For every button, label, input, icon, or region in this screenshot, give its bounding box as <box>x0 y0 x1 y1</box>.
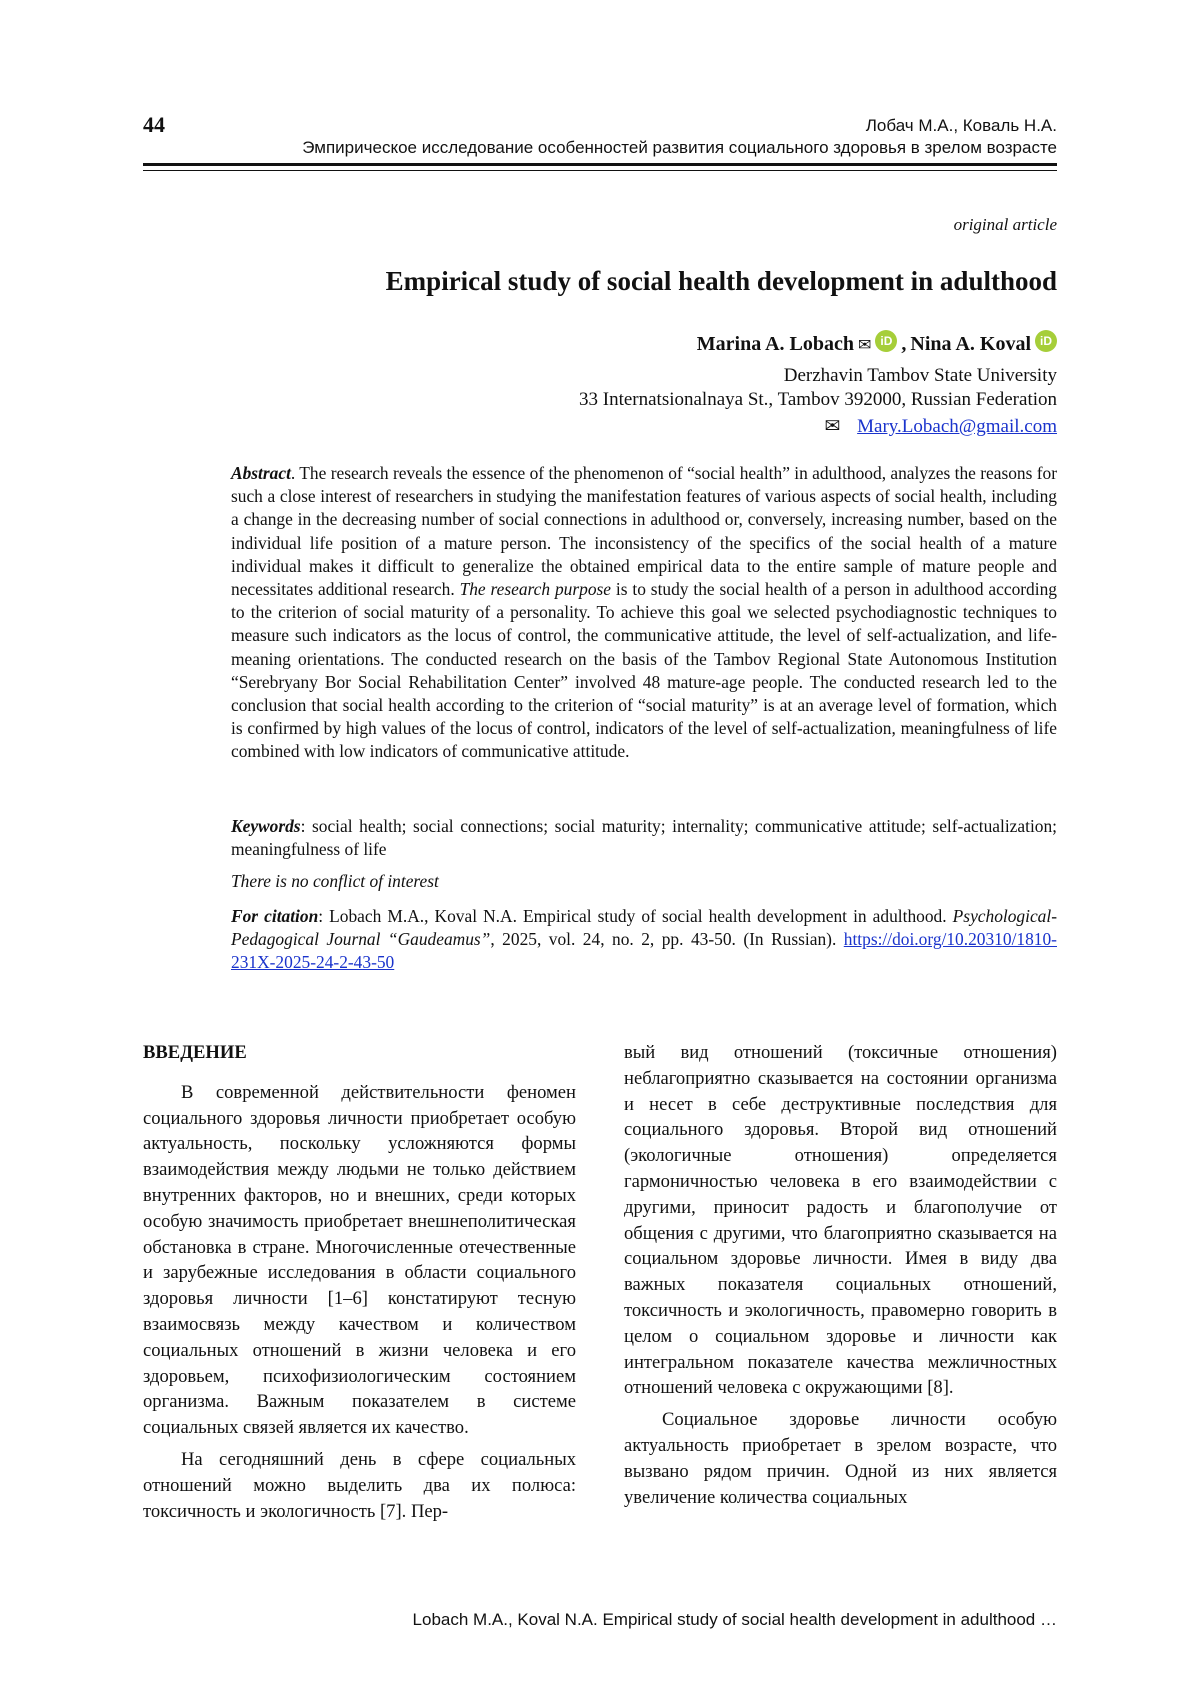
body-column-right <box>624 1040 1057 1516</box>
research-purpose-label: The research purpose <box>459 579 612 600</box>
mail-icon: ✉ <box>858 336 872 354</box>
authors-line <box>697 333 1057 356</box>
doi-link[interactable]: https://doi.org/10.20310/1810-231X-2025-24-2-43-50 <box>231 929 1057 973</box>
article-title: Empirical study of social health development in adulthood <box>385 266 1057 296</box>
running-header-authors: Лобач М.А., Коваль Н.А. <box>865 116 1057 135</box>
author-2-name: Nina A. Koval <box>910 333 1031 355</box>
orcid-icon[interactable]: iD <box>875 330 897 352</box>
body-paragraph: Социальное здоровье личности особую актуальность приобретает в зрелом возрасте, что вызвано рядом причин. Одной из них является увеличение количества социальных <box>624 1409 1057 1508</box>
conflict-statement: There is no conflict of interest <box>231 871 439 891</box>
running-header-title: Эмпирическое исследование особенностей развития социального здоровья в зрелом возрасте <box>302 138 1057 157</box>
author-separator: , <box>901 333 907 355</box>
citation-text-2: , 2025, vol. 24, no. 2, pp. 43-50. (In Russian). <box>490 929 844 950</box>
abstract-text-2: is to study the social health of a person in adulthood according to the criterion of social maturity of a personality. To achieve this goal we selected psychodiagnostic techniques to measure such indicators as the locus of control, the communicative attitude, the level of self-actualization, and life-meaning orientations. The conducted research on the basis of the Tambov Regional State Autonomous Institution “Serebryany Bor Social Rehabilitation Center” involved 48 mature-age people. The conducted research led to the conclusion that social health according to the criterion of “social maturity” is at an average level of formation, which is confirmed by high values of the locus of control, indicators of the level of self-actualization, meaningfulness of life combined with low indicators of communicative attitude. <box>231 579 1057 762</box>
citation-journal: Psychological-Pedagogical Journal “Gaudeamus” <box>231 906 1057 950</box>
running-footer: Lobach M.A., Koval N.A. Empirical study of social health development in adulthood … <box>412 1610 1057 1629</box>
header-rule-thick <box>143 163 1057 166</box>
email-line <box>824 415 1057 438</box>
affiliation: Derzhavin Tambov State University <box>783 365 1057 386</box>
body-paragraph: вый вид отношений (токсичные отношения) неблагоприятно сказывается на состоянии организма и несет в себе деструктивные последствия для социального здоровья. Второй вид отношений (экологичные отношения) определяется гармоничностью человека в его взаимодействии с другими, приносит радость и благополучие от общения с другими, что благоприятно сказывается на социальном здоровье личности. Имея в виду два важных показателя социальных отношений, токсичность и экологичность, правомерно говорить в целом о социальном здоровье и личности как интегральном показателе качества межличностных отношений человека с окружающими [8]. <box>624 1042 1057 1399</box>
article-type: original article <box>953 215 1057 234</box>
abstract-label: Abstract <box>231 463 291 483</box>
affiliation-address: 33 Internatsionalnaya St., Tambov 392000, Russian Federation <box>579 389 1057 410</box>
keywords-label: Keywords <box>231 816 301 836</box>
body-paragraph: В современной действительности феномен социального здоровья личности приобретает особую актуальность, поскольку усложняются формы взаимодействия между людьми не только действием внутренних факторов, но и внешних, среди которых особую значимость приобретает внешнеполитическая обстановка в стране. Многочисленные отечественные и зарубежные исследования в области социального здоровья личности [1–6] констатируют тесную взаимосвязь между качеством и количеством социальных отношений в жизни человека и его здоровьем, психофизиологическим состоянием организма. Важным показателем в системе социальных связей является их качество. <box>143 1081 576 1439</box>
page-number: 44 <box>143 112 165 137</box>
keywords-text: : social health; social connections; social maturity; internality; communicative attitude; self-actualization; meaningfulness of life <box>231 816 1057 860</box>
email-link[interactable]: Mary.Lobach@gmail.com <box>857 416 1057 437</box>
section-heading: ВВЕДЕНИЕ <box>143 1042 247 1063</box>
abstract <box>231 462 1057 764</box>
citation-text-1: : Lobach M.A., Koval N.A. Empirical study of social health development in adulthood. <box>318 906 953 926</box>
body-paragraph: На сегодняшний день в сфере социальных отношений можно выделить два их полюса: токсичность и экологичность [7]. Пер- <box>143 1448 576 1522</box>
citation-label: For citation <box>231 906 319 926</box>
orcid-icon-2[interactable]: iD <box>1035 330 1057 352</box>
mail-icon: ✉ <box>824 416 841 437</box>
header-rule-thin <box>143 170 1057 171</box>
body-column-left <box>143 1040 576 1530</box>
author-1-name: Marina A. Lobach <box>696 333 855 355</box>
abstract-text-1: . The research reveals the essence of the phenomenon of “social health” in adulthood, analyzes the reasons for such a close interest of researchers in studying the manifestation features of various aspects of social health, including a change in the decreasing number of social connections in adulthood or, conversely, increasing number, based on the individual life position of a mature person. The inconsistency of the specifics of the social health of a mature individual makes it difficult to generalize the obtained empirical data to the entire sample of mature people and necessitates additional research. <box>231 463 1057 600</box>
keywords <box>231 815 1057 861</box>
citation <box>231 905 1057 975</box>
